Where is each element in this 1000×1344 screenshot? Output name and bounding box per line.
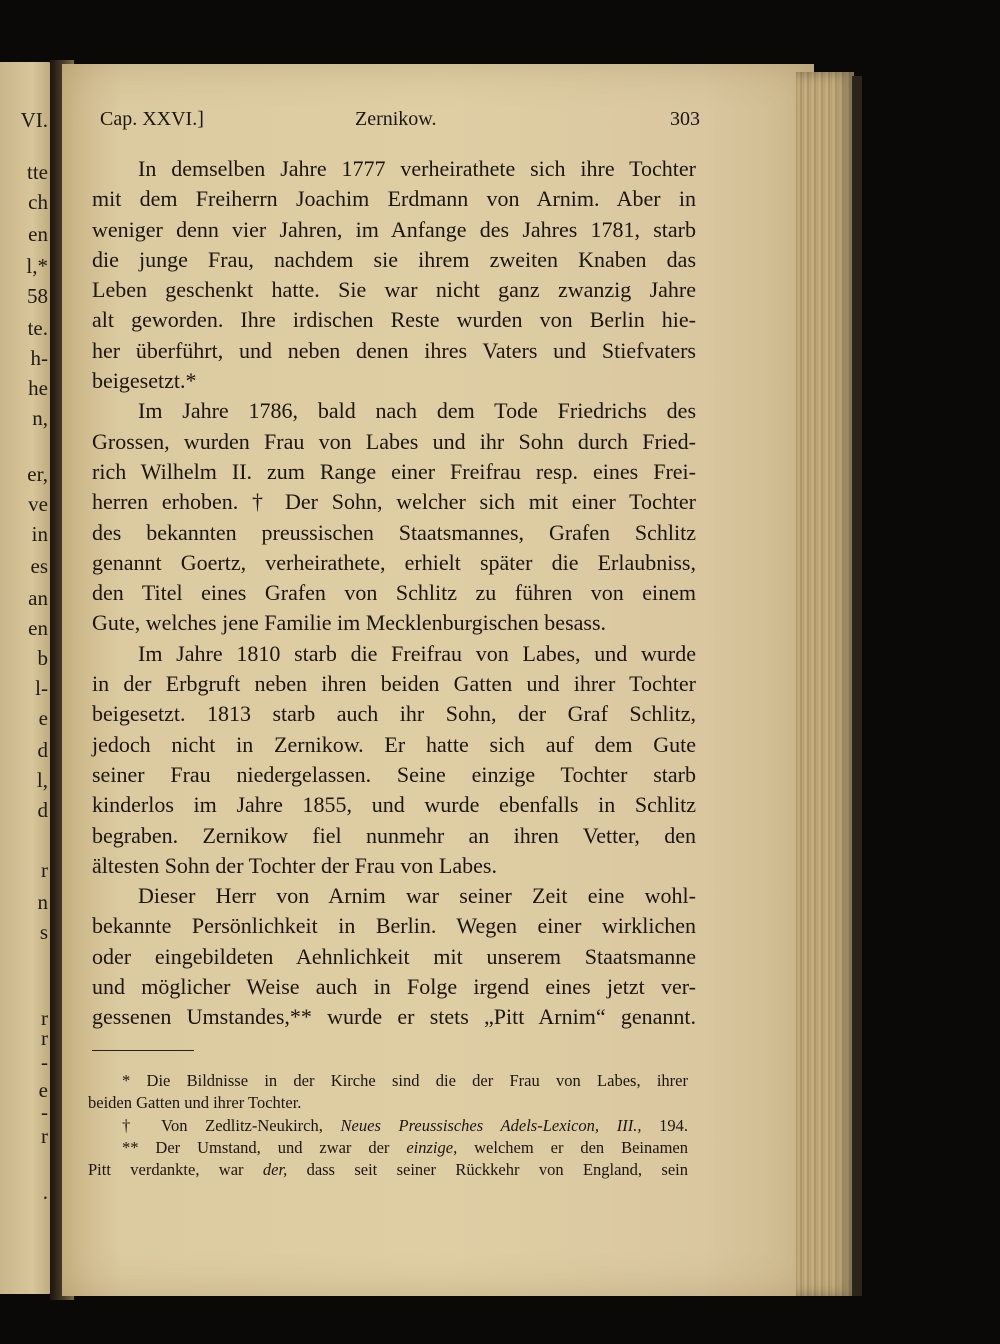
facing-page-fragment: en bbox=[28, 616, 48, 640]
cover-edge bbox=[852, 76, 862, 1296]
footnote-italic: der, bbox=[262, 1160, 288, 1180]
facing-page-fragment: d bbox=[37, 738, 48, 762]
footnote-line: beiden Gatten und ihrer Tochter. bbox=[88, 1093, 302, 1113]
facing-page-fragment: n bbox=[37, 890, 48, 914]
facing-page-fragment: n, bbox=[32, 406, 48, 430]
text-line: in der Erbgruft neben ihren beiden Gatten und ihrer Tochter bbox=[92, 671, 696, 697]
facing-page-fragment: d bbox=[37, 798, 48, 822]
text-line: alt geworden. Ihre irdischen Reste wurden von Berlin hie- bbox=[92, 307, 696, 333]
footnote-text: 194. bbox=[659, 1115, 688, 1135]
footnote-text: ** Der Umstand, und zwar der bbox=[122, 1137, 390, 1157]
footnote-italic: Neues Preussisches Adels-Lexicon, III., bbox=[340, 1115, 642, 1135]
facing-page-fragment: e bbox=[38, 1078, 48, 1102]
facing-page-fragment: e bbox=[38, 706, 48, 730]
footnote-line bbox=[88, 1137, 688, 1159]
text-line: gessenen Umstandes,** wurde er stets „Pitt Arnim“ genannt. bbox=[92, 1004, 696, 1030]
text-line: beigesetzt. 1813 starb auch ihr Sohn, der Graf Schlitz, bbox=[92, 701, 696, 727]
facing-page-fragment: l- bbox=[35, 676, 48, 700]
footnote-text: Pitt verdankte, war bbox=[88, 1160, 244, 1180]
text-line: den Titel eines Grafen von Schlitz zu führen von einem bbox=[92, 580, 696, 606]
facing-page-fragment: b bbox=[37, 646, 48, 670]
facing-page-fragment: an bbox=[28, 586, 48, 610]
facing-page-fragment: r bbox=[41, 858, 48, 882]
text-line: oder eingebildeten Aehnlichkeit mit unserem Staatsmanne bbox=[92, 943, 696, 969]
facing-page-fragment: l, bbox=[36, 768, 48, 792]
text-line: In demselben Jahre 1777 verheirathete sich ihre Tochter bbox=[138, 156, 696, 181]
footnote-text: welchem er den Beinamen bbox=[474, 1137, 688, 1157]
page-edges bbox=[796, 72, 854, 1296]
text-line: begraben. Zernikow fiel nunmehr an ihren Vetter, den bbox=[92, 822, 696, 848]
footnote-text: † Von Zedlitz-Neukirch, bbox=[122, 1115, 323, 1135]
facing-page-fragment: ch bbox=[28, 190, 48, 214]
facing-page-fragment: es bbox=[30, 554, 48, 578]
footnote-line bbox=[88, 1115, 688, 1137]
text-line: Im Jahre 1786, bald nach dem Tode Friedrichs des bbox=[138, 398, 696, 424]
footnote-line bbox=[88, 1159, 688, 1181]
text-line: Dieser Herr von Arnim war seiner Zeit eine wohl- bbox=[138, 883, 696, 909]
facing-page-fragment: r bbox=[41, 1026, 48, 1050]
text-line: beigesetzt.* bbox=[92, 368, 197, 394]
text-line: Im Jahre 1810 starb die Freifrau von Labes, und wurde bbox=[138, 640, 696, 666]
facing-page-fragment: h- bbox=[30, 346, 48, 370]
text-line: ältesten Sohn der Tochter der Frau von Labes. bbox=[92, 852, 497, 878]
footnote-italic: einzige, bbox=[406, 1137, 458, 1157]
text-line: mit dem Freiherrn Joachim Erdmann von Arnim. Aber in bbox=[92, 186, 696, 212]
facing-page-fragment: s bbox=[39, 920, 48, 944]
text-line: jedoch nicht in Zernikow. Er hatte sich auf dem Gute bbox=[92, 731, 696, 757]
footnote-rule bbox=[92, 1050, 194, 1051]
text-line: und möglicher Weise auch in Folge irgend eines jetzt ver- bbox=[92, 974, 696, 1000]
text-line: Gute, welches jene Familie im Mecklenburgischen besass. bbox=[92, 610, 607, 636]
text-line: Leben geschenkt hatte. Sie war nicht ganz zwanzig Jahre bbox=[92, 277, 696, 303]
text-line: bekannte Persönlichkeit in Berlin. Wegen einer wirklichen bbox=[92, 913, 696, 939]
footnotes bbox=[88, 1070, 688, 1181]
footnote-line: * Die Bildnisse in der Kirche sind die der Frau von Labes, ihrer bbox=[122, 1071, 688, 1090]
text-line: des bekannten preussischen Staatsmannes, Grafen Schlitz bbox=[92, 519, 696, 545]
facing-page-fragment: VI. bbox=[20, 108, 48, 132]
footnote-text: dass seit seiner Rückkehr von England, sein bbox=[306, 1160, 688, 1180]
facing-page-fragment: r bbox=[41, 1124, 48, 1148]
facing-page-fragment: 58 bbox=[27, 284, 48, 308]
facing-page-fragment: - bbox=[41, 1050, 48, 1074]
text-line: rich Wilhelm II. zum Range einer Freifrau resp. eines Frei- bbox=[92, 458, 696, 484]
text-line: herren erhoben. † Der Sohn, welcher sich mit einer Tochter bbox=[92, 489, 696, 515]
facing-page-fragment: . bbox=[42, 1180, 48, 1204]
text-line: her überführt, und neben denen ihres Vaters und Stiefvaters bbox=[92, 337, 696, 363]
facing-page-fragment: te. bbox=[27, 316, 48, 340]
page-title: Zernikow. bbox=[355, 108, 437, 130]
facing-page-fragment: en bbox=[28, 222, 48, 246]
page-number: 303 bbox=[670, 108, 700, 130]
text-line: die junge Frau, nachdem sie ihrem zweiten Knaben das bbox=[92, 246, 696, 272]
facing-page-fragment: he bbox=[28, 376, 48, 400]
text-line: kinderlos im Jahre 1855, und wurde ebenfalls in Schlitz bbox=[92, 792, 696, 818]
text-line: seiner Frau niedergelassen. Seine einzige Tochter starb bbox=[92, 761, 696, 787]
facing-page-fragment: ve bbox=[28, 492, 48, 516]
facing-page-fragment: - bbox=[41, 1100, 48, 1124]
chapter-label: Cap. XXVI.] bbox=[100, 108, 204, 130]
facing-page-fragment: l,* bbox=[26, 254, 48, 278]
facing-page-fragment: r bbox=[41, 1006, 48, 1030]
body-text bbox=[92, 154, 696, 1033]
facing-page bbox=[0, 62, 54, 1294]
facing-page-fragment: tte bbox=[27, 160, 48, 184]
running-head bbox=[100, 108, 700, 136]
text-line: genannt Goertz, verheirathete, erhielt später die Erlaubniss, bbox=[92, 549, 696, 575]
facing-page-fragment: er, bbox=[27, 462, 48, 486]
text-line: weniger denn vier Jahren, im Anfange des Jahres 1781, starb bbox=[92, 216, 696, 242]
facing-page-fragment: in bbox=[31, 522, 48, 546]
text-line: Grossen, wurden Frau von Labes und ihr Sohn durch Fried- bbox=[92, 428, 696, 454]
